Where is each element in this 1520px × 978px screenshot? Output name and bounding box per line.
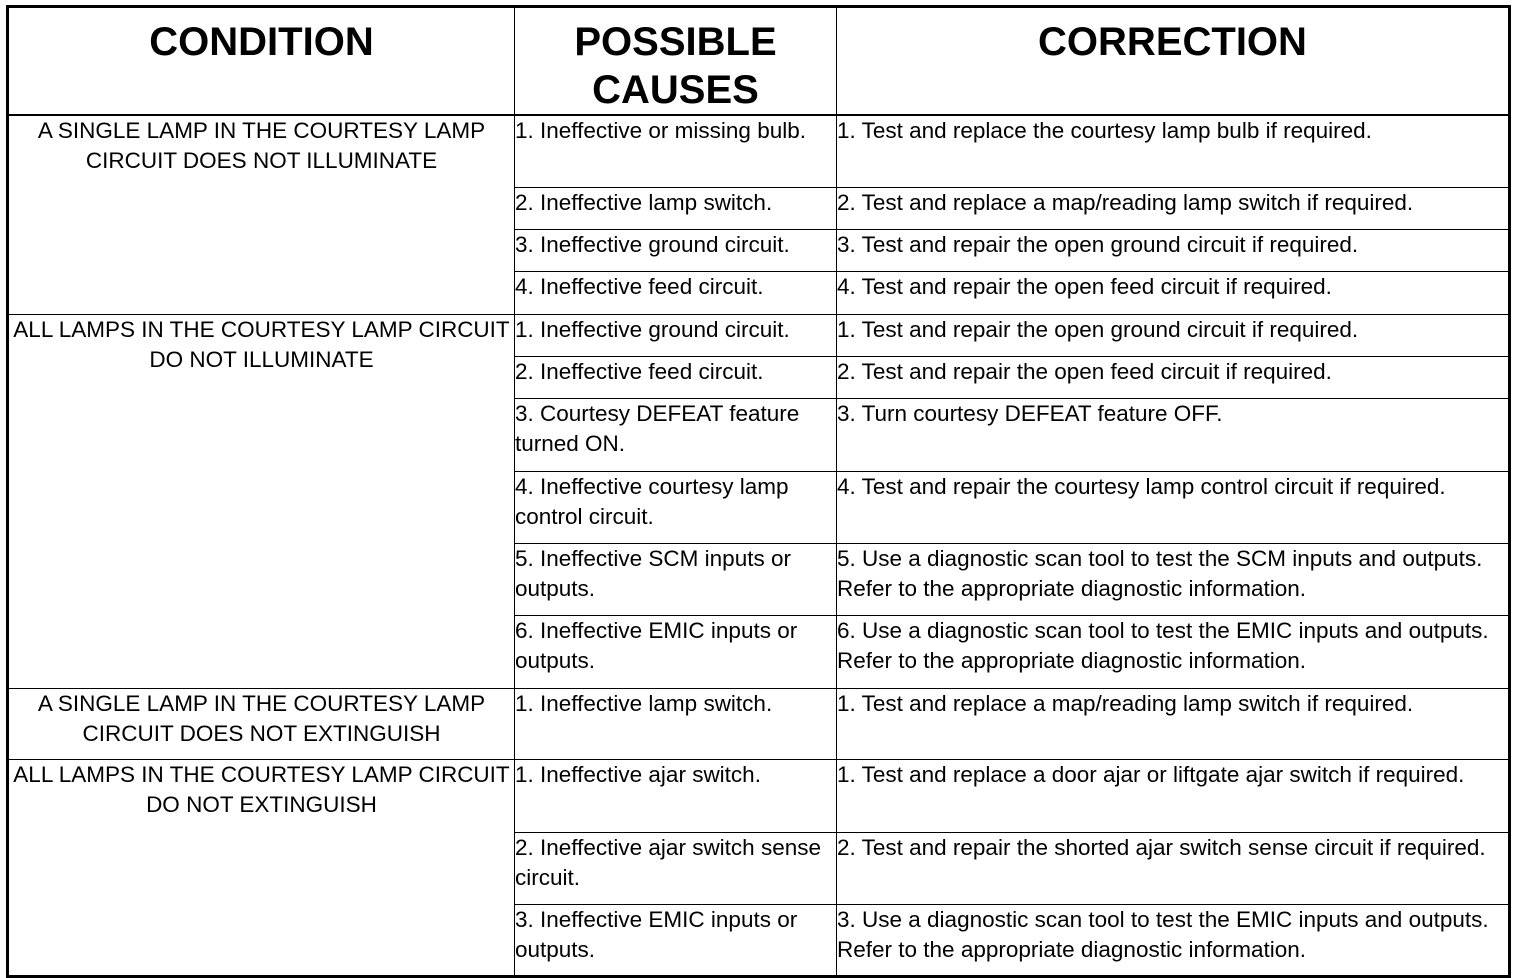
correction-cell: 2. Test and repair the open feed circuit if required. <box>837 356 1510 398</box>
table-body <box>8 115 1510 976</box>
table-header <box>8 7 1510 116</box>
correction-cell: 2. Test and replace a map/reading lamp switch if required. <box>837 187 1510 229</box>
correction-cell: 2. Test and repair the shorted ajar switch sense circuit if required. <box>837 832 1510 904</box>
table-row <box>8 115 1510 187</box>
correction-cell: 1. Test and repair the open ground circuit if required. <box>837 314 1510 356</box>
condition-cell: ALL LAMPS IN THE COURTESY LAMP CIRCUIT DO NOT EXTINGUISH <box>8 759 515 976</box>
correction-cell: 3. Use a diagnostic scan tool to test the EMIC inputs and outputs. Refer to the appropriate diagnostic information. <box>837 904 1510 976</box>
cause-cell: 3. Ineffective ground circuit. <box>515 229 837 271</box>
diagnosis-table <box>6 5 1511 978</box>
correction-cell: 4. Test and repair the courtesy lamp control circuit if required. <box>837 471 1510 543</box>
cause-cell: 1. Ineffective or missing bulb. <box>515 115 837 187</box>
cause-cell: 1. Ineffective ajar switch. <box>515 759 837 832</box>
cause-cell: 1. Ineffective lamp switch. <box>515 688 837 759</box>
condition-cell: A SINGLE LAMP IN THE COURTESY LAMP CIRCUIT DOES NOT ILLUMINATE <box>8 115 515 314</box>
correction-cell: 4. Test and repair the open feed circuit if required. <box>837 271 1510 314</box>
table-row <box>8 314 1510 356</box>
cause-cell: 2. Ineffective feed circuit. <box>515 356 837 398</box>
correction-cell: 3. Turn courtesy DEFEAT feature OFF. <box>837 398 1510 471</box>
correction-cell: 5. Use a diagnostic scan tool to test the SCM inputs and outputs. Refer to the appropriate diagnostic information. <box>837 543 1510 615</box>
cause-cell: 5. Ineffective SCM inputs or outputs. <box>515 543 837 615</box>
correction-cell: 1. Test and replace a door ajar or liftgate ajar switch if required. <box>837 759 1510 832</box>
cause-cell: 4. Ineffective courtesy lamp control circuit. <box>515 471 837 543</box>
cause-cell: 4. Ineffective feed circuit. <box>515 271 837 314</box>
header-possible-causes-line1: POSSIBLE <box>574 20 777 64</box>
cause-cell: 6. Ineffective EMIC inputs or outputs. <box>515 615 837 688</box>
cause-cell: 2. Ineffective lamp switch. <box>515 187 837 229</box>
condition-cell: ALL LAMPS IN THE COURTESY LAMP CIRCUIT DO NOT ILLUMINATE <box>8 314 515 688</box>
correction-cell: 6. Use a diagnostic scan tool to test the EMIC inputs and outputs. Refer to the appropriate diagnostic information. <box>837 615 1510 688</box>
condition-cell: A SINGLE LAMP IN THE COURTESY LAMP CIRCUIT DOES NOT EXTINGUISH <box>8 688 515 759</box>
correction-cell: 3. Test and repair the open ground circuit if required. <box>837 229 1510 271</box>
correction-cell: 1. Test and replace the courtesy lamp bulb if required. <box>837 115 1510 187</box>
header-correction: CORRECTION <box>837 7 1510 116</box>
header-possible-causes-line2: CAUSES <box>592 68 759 112</box>
header-row <box>8 7 1510 116</box>
correction-cell: 1. Test and replace a map/reading lamp switch if required. <box>837 688 1510 759</box>
header-condition: CONDITION <box>8 7 515 116</box>
table-row <box>8 759 1510 832</box>
table-row <box>8 688 1510 759</box>
cause-cell: 2. Ineffective ajar switch sense circuit. <box>515 832 837 904</box>
cause-cell: 1. Ineffective ground circuit. <box>515 314 837 356</box>
header-possible-causes <box>515 7 837 116</box>
cause-cell: 3. Courtesy DEFEAT feature turned ON. <box>515 398 837 471</box>
cause-cell: 3. Ineffective EMIC inputs or outputs. <box>515 904 837 976</box>
